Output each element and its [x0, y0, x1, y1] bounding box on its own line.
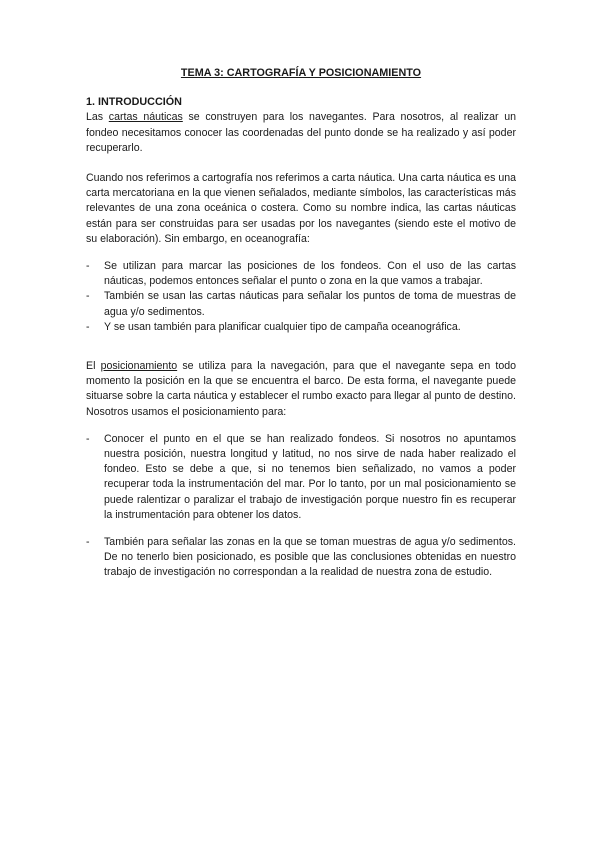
- positioning-uses-list: [86, 432, 516, 523]
- positioning-uses-list-continued: [86, 535, 516, 581]
- list-item: [86, 535, 516, 581]
- list-item-text: Y se usan también para planificar cualquier tipo de campaña oceanográfica.: [104, 320, 461, 333]
- list-item-text: Se utilizan para marcar las posiciones de los fondeos. Con el uso de las cartas náuticas, podemos entonces señalar el punto o zona en la que vamos a trabajar.: [104, 260, 516, 288]
- oceanography-uses-list: [86, 259, 516, 335]
- intro-text-start: Las: [86, 111, 109, 124]
- positioning-text-start: El: [86, 360, 101, 373]
- list-item-text: Conocer el punto en el que se han realizado fondeos. Si nosotros no apuntamos nuestra posición, nuestra longitud y latitud, no nos sirve de nada haber realizado el fondeo. Esto se debe a que, si no tenemos bien señalizado, no vamos a poder recuperar toda la instrumentación del mar. Por lo tanto, por un mal posicionamiento se puede ralentizar o paralizar el trabajo de investigación porque nuestro fin es recuperar la instrumentación para obtener los datos.: [104, 432, 516, 521]
- list-item: [86, 289, 516, 319]
- list-item-text: También se usan las cartas náuticas para señalar los puntos de toma de muestras de agua y/o sedimentos.: [104, 290, 516, 318]
- bullet-dash: -: [86, 290, 90, 303]
- positioning-paragraph: [86, 359, 516, 420]
- intro-paragraph: [86, 110, 516, 156]
- list-item: [86, 320, 516, 335]
- term-cartas-nauticas: cartas náuticas: [108, 111, 183, 124]
- bullet-dash: -: [86, 320, 90, 333]
- section-heading-introduccion: 1. INTRODUCCIÓN: [86, 96, 182, 109]
- list-item-text: También para señalar las zonas en la que se toman muestras de agua y/o sedimentos. De no tenerlo bien posicionado, es posible que las conclusiones obtenidas en nuestro trabajo de investigación no correspondan a la realidad de nuestra zona de estudio.: [104, 536, 516, 579]
- list-item: [86, 432, 516, 523]
- cartography-paragraph: Cuando nos referimos a cartografía nos referimos a carta náutica. Una carta náutica es una carta mercatoriana en la que vienen señalados, mediante símbolos, las características más relevantes de una zona oceánica o costera. Como su nombre indica, las cartas náuticas están para ser construidas para ser usadas por los navegantes (siendo este el motivo de su elaboración). Sin embargo, en oceanografía:: [86, 172, 516, 245]
- term-posicionamiento: posicionamiento: [100, 360, 178, 373]
- document-title: TEMA 3: CARTOGRAFÍA Y POSICIONAMIENTO: [180, 67, 422, 79]
- bullet-dash: -: [86, 432, 90, 445]
- intro-text-rest: se construyen para los navegantes. Para nosotros, al realizar un fondeo necesitamos conocer las coordenadas del punto donde se ha realizado y así poder recuperarlo.: [86, 111, 516, 154]
- document-page: [86, 66, 516, 581]
- bullet-dash: -: [86, 536, 90, 549]
- positioning-text-rest: se utiliza para la navegación, para que el navegante sepa en todo momento la posición en la que se encuentra el barco. De esta forma, el navegante puede situarse sobre la carta náutica y establecer el rumbo exacto para llegar al punto de destino. Nosotros usamos el posicionamiento para:: [86, 360, 516, 418]
- list-item: [86, 259, 516, 289]
- bullet-dash: -: [86, 260, 90, 273]
